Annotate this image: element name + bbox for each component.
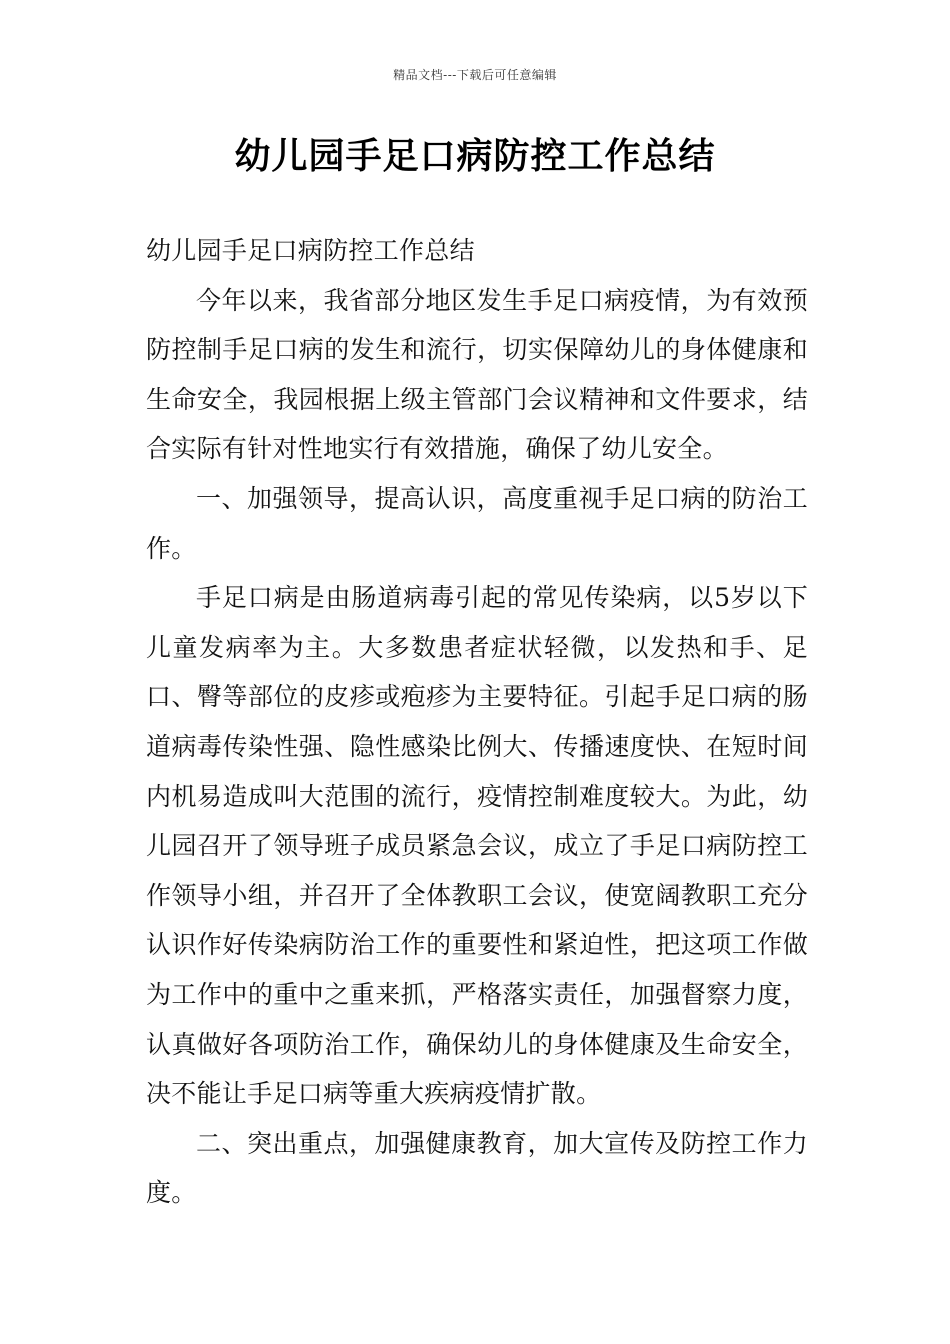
header-note: 精品文档---下载后可任意编辑: [393, 68, 557, 82]
intro-paragraph: 今年以来，我省部分地区发生手足口病疫情，为有效预防控制手足口病的发生和流行，切实保障幼儿的身体健康和生命安全，我园根据上级主管部门会议精神和文件要求，结合实际有针对性地实行有效措施，确保了幼儿安全。: [146, 285, 808, 464]
document-body: [146, 226, 808, 1218]
subtitle-paragraph: 幼儿园手足口病防控工作总结: [146, 236, 475, 265]
section-heading-2: 二、突出重点，加强健康教育，加大宣传及防控工作力度。: [146, 1128, 808, 1208]
document-title: 幼儿园手足口病防控工作总结: [234, 136, 716, 177]
section-heading-1: 一、加强领导，提高认识，高度重视手足口病的防治工作。: [146, 483, 808, 563]
body-paragraph-1: 手足口病是由肠道病毒引起的常见传染病，以5岁以下儿童发病率为主。大多数患者症状轻微，以发热和手、足口、臀等部位的皮疹或疱疹为主要特征。引起手足口病的肠道病毒传染性强、隐性感染比例大、传播速度快、在短时间内机易造成叫大范围的流行，疫情控制难度较大。为此，幼儿园召开了领导班子成员紧急会议，成立了手足口病防控工作领导小组，并召开了全体教职工会议，使宽阔教职工充分认识作好传染病防治工作的重要性和紧迫性，把这项工作做为工作中的重中之重来抓，严格落实责任，加强督察力度，认真做好各项防治工作，确保幼儿的身体健康及生命安全，决不能让手足口病等重大疾病疫情扩散。: [146, 583, 808, 1109]
